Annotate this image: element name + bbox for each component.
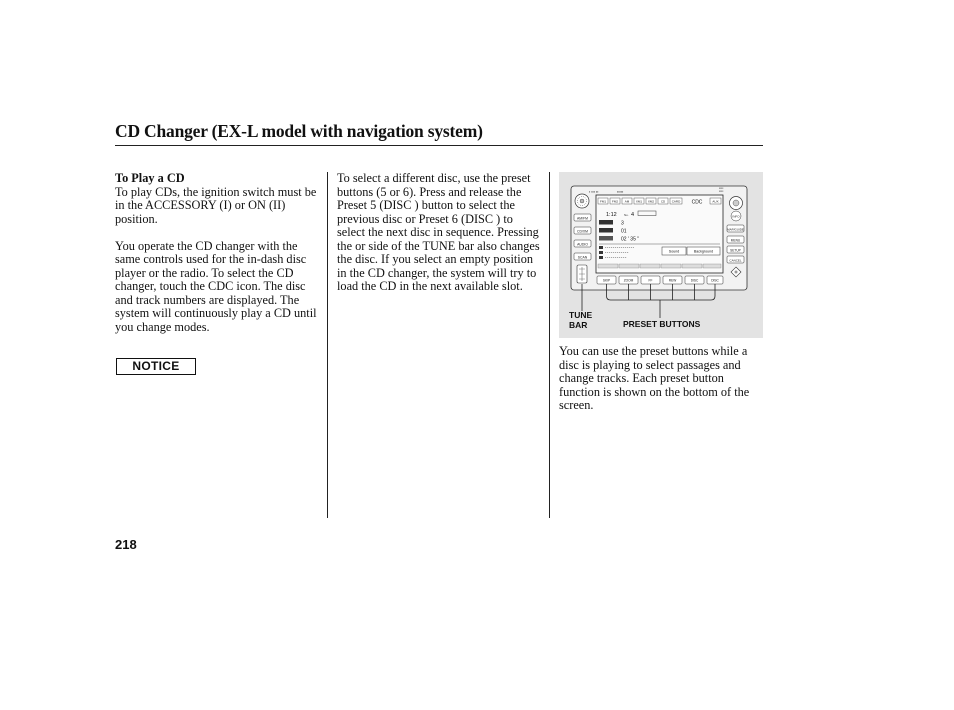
svg-text:SCAN: SCAN (577, 255, 588, 260)
notice-label: NOTICE (116, 358, 196, 375)
svg-text:AUX: AUX (712, 199, 719, 204)
preset-buttons-row (597, 276, 723, 284)
display-screen (596, 195, 723, 273)
tune-knob-icon (730, 197, 743, 210)
column-divider-2 (549, 172, 550, 518)
svg-text:FM2: FM2 (612, 199, 618, 204)
svg-text:AUDIO: AUDIO (577, 242, 588, 247)
audio-unit-figure (559, 172, 763, 338)
svg-text:XM1: XM1 (635, 199, 643, 204)
background-button: Background (693, 249, 714, 254)
svg-text:DISC: DISC (711, 278, 719, 283)
volume-knob-icon (575, 194, 589, 208)
svg-text:INFO: INFO (732, 214, 740, 219)
svg-text:CD/XM: CD/XM (577, 229, 588, 234)
disc-number: 4 (631, 212, 635, 218)
page-number: 218 (115, 537, 137, 552)
svg-text:FM1: FM1 (600, 199, 606, 204)
svg-text:▪▪▪▪▪: ▪▪▪▪▪ (617, 190, 624, 194)
svg-text:▪▪▪▪: ▪▪▪▪ (719, 189, 724, 193)
paragraph-ignition: To play CDs, the ignition switch must be in the ACCESSORY (I) or ON (II) position. (115, 184, 317, 226)
unit-brand-text: ▪ ▪▪▪ ▪▪ (589, 190, 599, 194)
column-1 (115, 172, 320, 334)
svg-text:▪▪▪▪: ▪▪▪▪ (719, 186, 724, 190)
section-subheading: To Play a CD (115, 171, 185, 185)
track-value: 01 (621, 228, 627, 235)
column-3 (559, 345, 764, 413)
tune-bar-icon (577, 265, 587, 283)
paragraph-preset-buttons: You can use the preset buttons while a disc is playing to select passages and change tracks. Each preset button function is shown on the bottom of the screen. (559, 344, 750, 412)
svg-text:MENU: MENU (730, 238, 741, 243)
svg-text:SETUP: SETUP (730, 248, 741, 253)
svg-text:REW: REW (668, 278, 677, 283)
svg-text:XM2: XM2 (647, 199, 655, 204)
column-2 (337, 172, 543, 294)
column-divider-1 (327, 172, 328, 518)
paragraph-operate: You operate the CD changer with the same controls used for the in-dash disc player or the radio. To select the CD changer, touch the CDC icon. The disc and track numbers are displayed. The system will continuously play a CD until you change modes. (115, 238, 317, 334)
title-divider (115, 145, 763, 146)
sound-button: Sound (668, 249, 680, 254)
svg-text:CANCEL: CANCEL (729, 258, 742, 263)
paragraph-select-disc: To select a different disc, use the preset buttons (5 or 6). Press and release the Preset 5 (DISC ) button to select the previous disc or Preset 6 (DISC ) to select the next disc in sequence. Pressing the or side of the TUNE bar also changes the disc. If you select an empty position in the CD changer, the system will try to load the CD in the next available slot. (337, 171, 540, 293)
svg-text:ZOOM: ZOOM (623, 278, 634, 283)
svg-text:AM/FM: AM/FM (577, 216, 588, 221)
svg-text:AM: AM (624, 199, 630, 204)
elapsed-time: 02 ' 35 " (621, 236, 640, 243)
svg-text:CD: CD (660, 199, 666, 204)
svg-text:FF: FF (648, 278, 653, 283)
clock-readout: 1:12 (606, 212, 617, 218)
svg-text:DISC: DISC (690, 278, 699, 283)
disc-value: 3 (621, 220, 624, 227)
svg-text:CARD: CARD (671, 199, 681, 204)
svg-text:MAP/GUIDE: MAP/GUIDE (727, 227, 744, 232)
svg-text:No.: No. (624, 213, 629, 217)
preset-buttons-label: PRESET BUTTONS (623, 319, 701, 329)
tune-bar-label: TUNE BAR (569, 310, 593, 330)
page-title: CD Changer (EX-L model with navigation system) (115, 121, 483, 141)
cdc-indicator: CDC (691, 199, 703, 206)
svg-text:SKIP: SKIP (602, 278, 611, 283)
